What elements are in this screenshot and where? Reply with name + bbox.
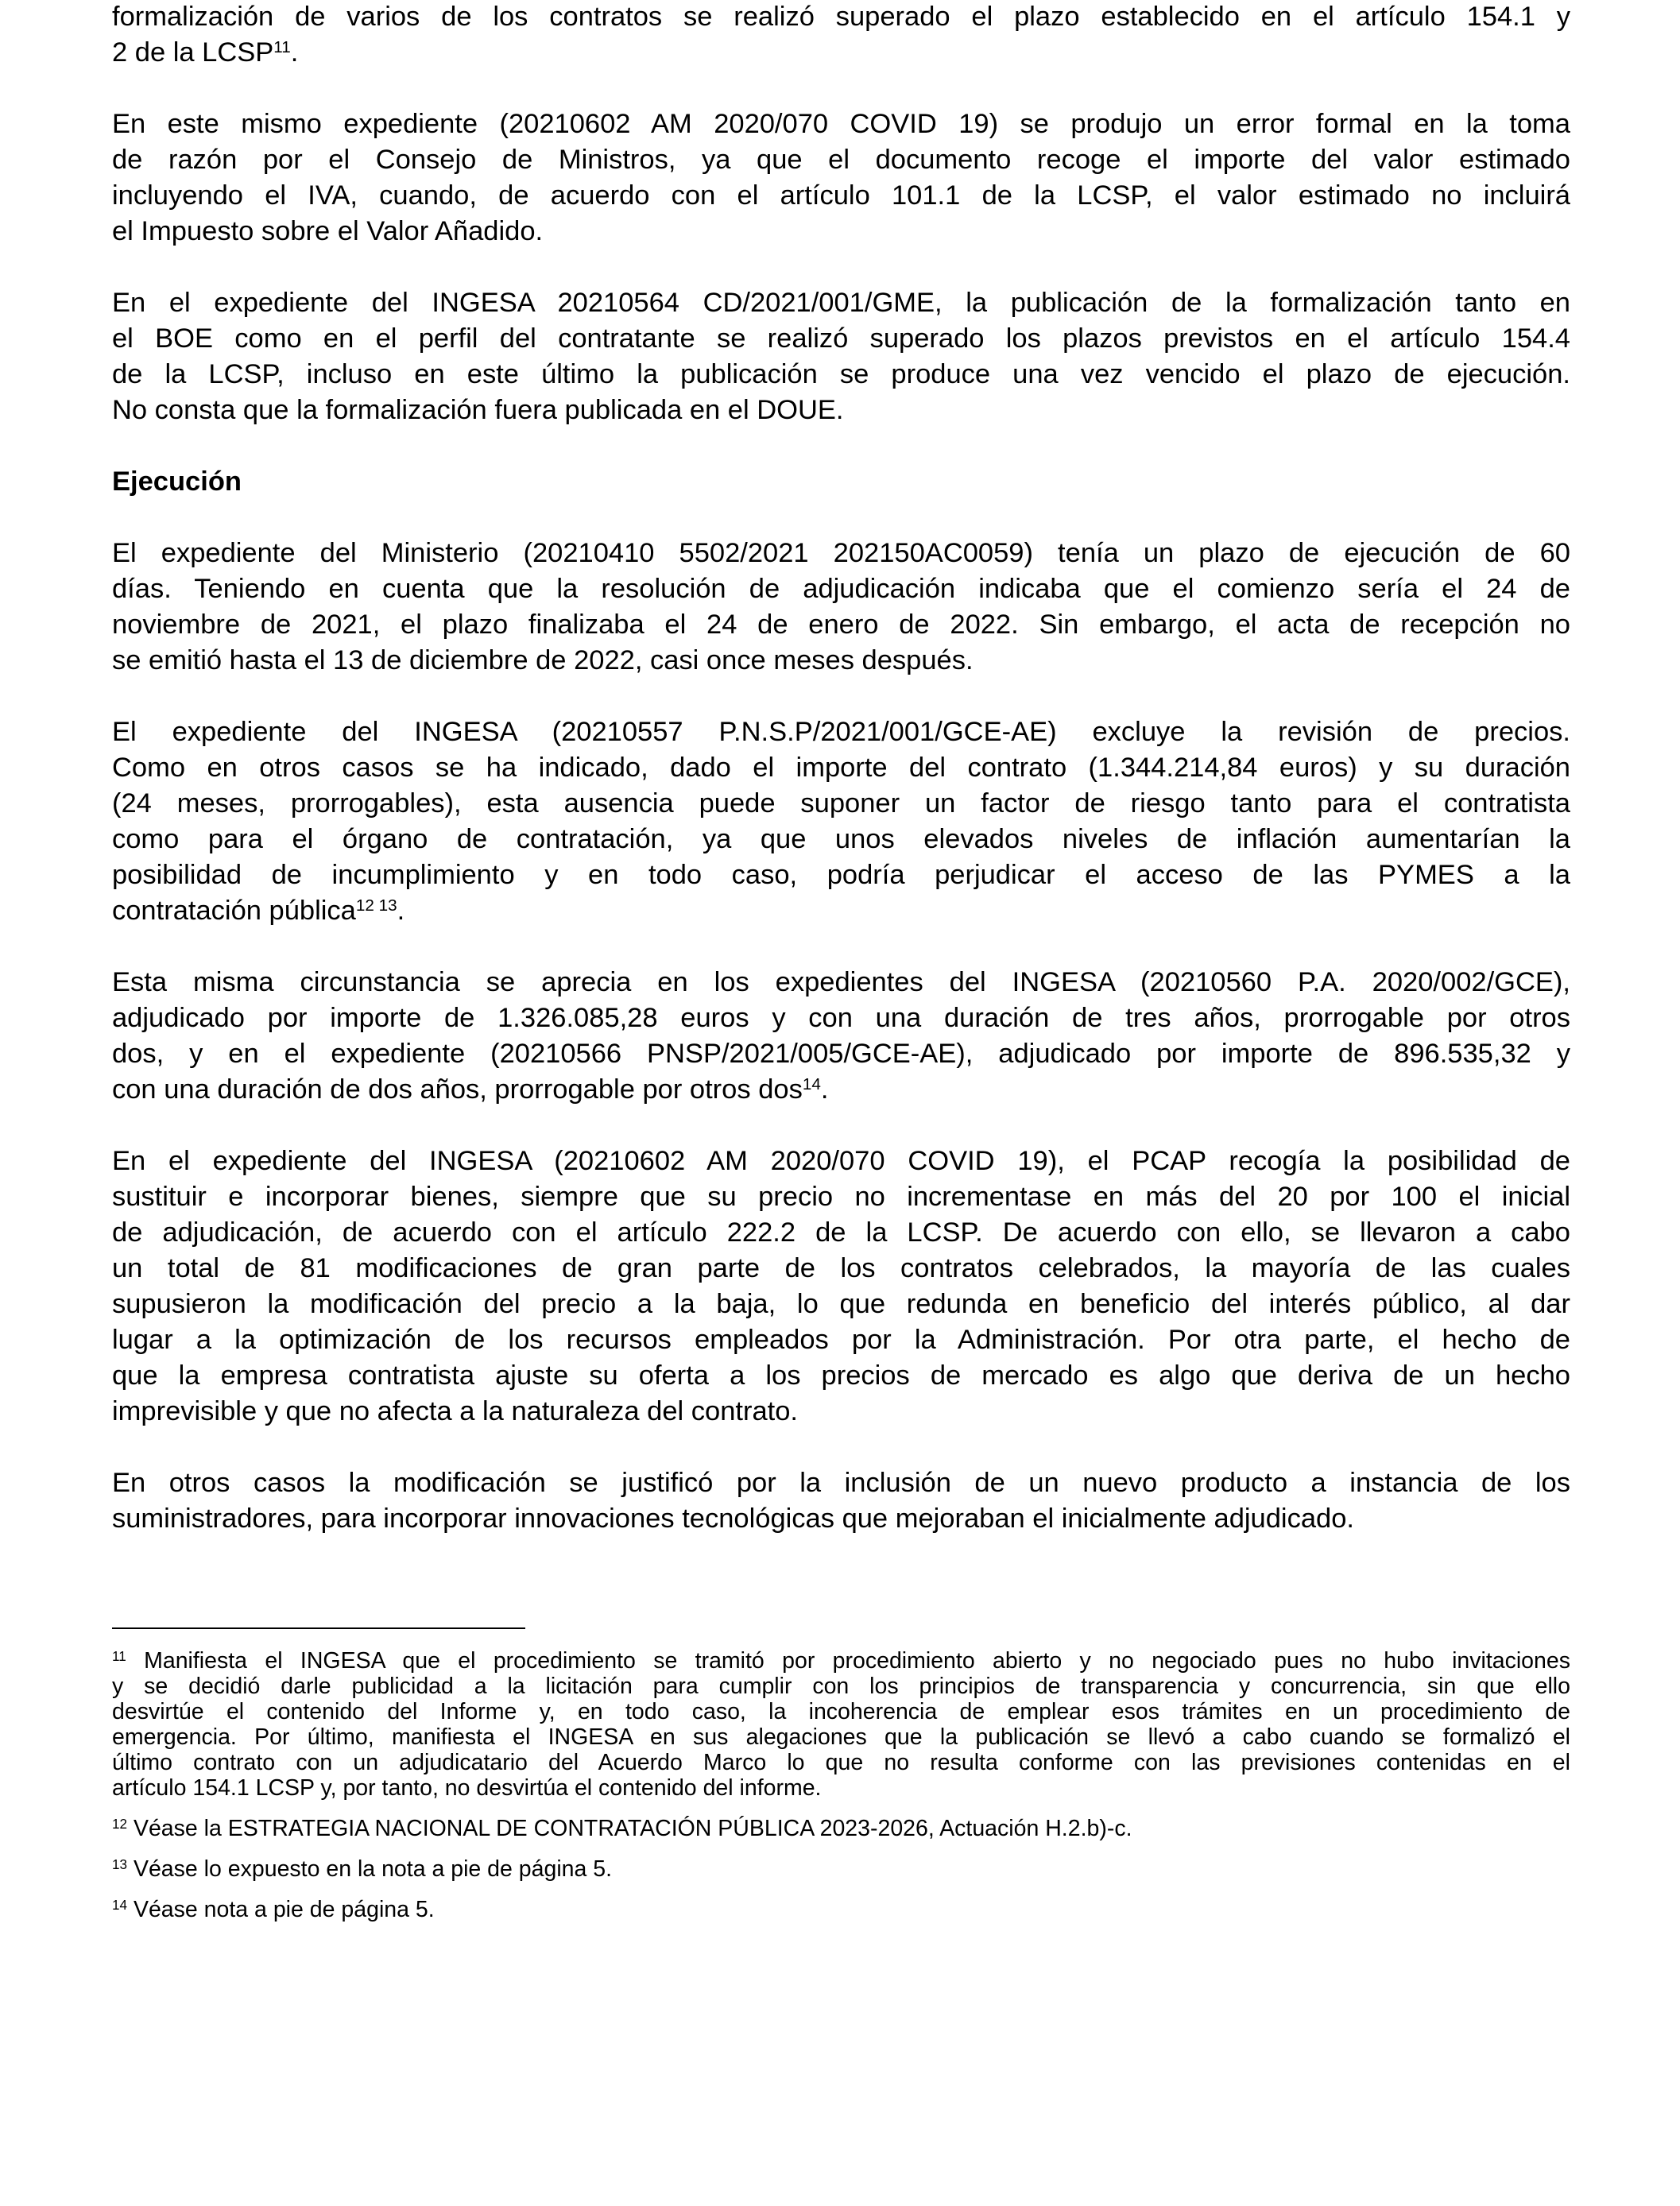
line-text: Véase lo expuesto en la nota a pie de página 5.: [133, 1856, 613, 1882]
text-line: [112, 357, 1570, 393]
line-text: Véase nota a pie de página 5.: [133, 1897, 435, 1922]
text-line: [112, 965, 1570, 1000]
text-line: [112, 1897, 1570, 1922]
paragraph: [112, 1144, 1570, 1430]
line-text: de la LCSP, incluso en este último la publicación se produce una vez vencido el plazo de ejecución.: [112, 359, 1570, 389]
line-text: En el expediente del INGESA 20210564 CD/2021/001/GME, la publicación de la formalización tanto en: [112, 288, 1570, 318]
footnote-reference: 11: [273, 37, 291, 56]
text-line: [112, 1000, 1570, 1036]
footnote-number: 12: [112, 1816, 128, 1832]
text-line: [112, 35, 1570, 71]
text-line: [112, 1856, 1570, 1882]
paragraph: [112, 0, 1570, 71]
paragraph: [112, 285, 1570, 428]
text-line: [112, 1322, 1570, 1358]
text-line: [112, 1750, 1570, 1775]
text-line: [112, 106, 1570, 142]
text-line: [112, 893, 1570, 929]
text-line: [112, 1724, 1570, 1750]
text-line: [112, 643, 1570, 679]
document-body: [112, 0, 1570, 1573]
line-text: días. Teniendo en cuenta que la resolución de adjudicación indicaba que el comienzo sería el 24 de: [112, 574, 1570, 604]
footnote-number: 13: [112, 1856, 128, 1872]
line-text: posibilidad de incumplimiento y en todo caso, podría perjudicar el acceso de las PYMES a la: [112, 860, 1570, 890]
text-line: [112, 1179, 1570, 1215]
line-text: desvirtúe el contenido del Informe y, en todo caso, la incoherencia de emplear esos trámites en un procedimiento de: [112, 1699, 1570, 1724]
line-text: Como en otros casos se ha indicado, dado el importe del contrato (1.344.214,84 euros) y su duración: [112, 753, 1570, 783]
text-line: [112, 536, 1570, 571]
line-text: incluyendo el IVA, cuando, de acuerdo con el artículo 101.1 de la LCSP, el valor estimado no incluirá: [112, 180, 1570, 211]
paragraph: [112, 536, 1570, 679]
footnote: [112, 1648, 1570, 1801]
footnote-reference: 12 13: [355, 896, 397, 915]
text-line: [112, 1287, 1570, 1322]
line-text: sustituir e incorporar bienes, siempre que su precio no incrementase en más del 20 por 100 el inicial: [112, 1182, 1570, 1212]
line-text: En otros casos la modificación se justificó por la inclusión de un nuevo producto a instancia de los: [112, 1468, 1570, 1498]
line-text-end: .: [820, 1074, 829, 1105]
line-text: y se decidió darle publicidad a la licitación para cumplir con los principios de transparencia y concurrencia, sin que ello: [112, 1674, 1570, 1699]
line-text: No consta que la formalización fuera publicada en el DOUE.: [112, 395, 844, 425]
line-text: adjudicado por importe de 1.326.085,28 euros y con una duración de tres años, prorrogable por otros: [112, 1003, 1570, 1033]
line-text: El expediente del INGESA (20210557 P.N.S.P/2021/001/GCE-AE) excluye la revisión de precios.: [112, 717, 1570, 747]
line-text: formalización de varios de los contratos se realizó superado el plazo establecido en el artículo 154.1 y: [112, 2, 1570, 32]
line-text-end: .: [290, 37, 299, 68]
paragraph: [112, 1465, 1570, 1537]
line-text: (24 meses, prorrogables), esta ausencia puede suponer un factor de riesgo tanto para el contratista: [112, 788, 1570, 819]
text-line: [112, 750, 1570, 786]
text-line: [112, 571, 1570, 607]
section-heading: Ejecución: [112, 466, 242, 497]
text-line: [112, 1648, 1570, 1674]
line-text: Manifiesta el INGESA que el procedimiento se tramitó por procedimiento abierto y no negociado pues no hubo invitaciones: [144, 1648, 1570, 1674]
line-text: artículo 154.1 LCSP y, por tanto, no desvirtúa el contenido del informe.: [112, 1775, 822, 1801]
line-text: emergencia. Por último, manifiesta el INGESA en sus alegaciones que la publicación se llevó a cabo cuando se formalizó el: [112, 1724, 1570, 1750]
line-text: En este mismo expediente (20210602 AM 2020/070 COVID 19) se produjo un error formal en la toma: [112, 109, 1570, 139]
text-line: [112, 142, 1570, 178]
text-line: [112, 393, 1570, 428]
text-line: [112, 1674, 1570, 1699]
line-text: suministradores, para incorporar innovaciones tecnológicas que mejoraban el inicialmente adjudicado.: [112, 1504, 1354, 1534]
text-line: [112, 786, 1570, 822]
text-line: [112, 822, 1570, 857]
line-text: El expediente del Ministerio (20210410 5502/2021 202150AC0059) tenía un plazo de ejecución de 60: [112, 538, 1570, 568]
line-text: Esta misma circunstancia se aprecia en los expedientes del INGESA (20210560 P.A. 2020/002/GCE),: [112, 967, 1570, 997]
text-line: [112, 214, 1570, 250]
line-text: En el expediente del INGESA (20210602 AM 2020/070 COVID 19), el PCAP recogía la posibilidad de: [112, 1146, 1570, 1176]
text-line: [112, 1501, 1570, 1537]
line-text: con una duración de dos años, prorrogable por otros dos: [112, 1074, 803, 1105]
footnote: [112, 1816, 1570, 1841]
footnotes: [112, 1648, 1570, 1937]
paragraph: [112, 106, 1570, 250]
footnote-number: 11: [112, 1648, 126, 1664]
line-text: dos, y en el expediente (20210566 PNSP/2021/005/GCE-AE), adjudicado por importe de 896.535,32 y: [112, 1039, 1570, 1069]
footnote: [112, 1897, 1570, 1922]
line-text: contratación pública: [112, 896, 356, 926]
footnote-separator: [112, 1627, 525, 1629]
line-text-end: .: [397, 896, 405, 926]
footnote: [112, 1856, 1570, 1882]
line-text: 2 de la LCSP: [112, 37, 274, 68]
line-text: de adjudicación, de acuerdo con el artículo 222.2 de la LCSP. De acuerdo con ello, se llevaron a cabo: [112, 1217, 1570, 1248]
text-line: [112, 0, 1570, 35]
text-line: [112, 714, 1570, 750]
text-line: [112, 1775, 1570, 1801]
text-line: [112, 1144, 1570, 1179]
text-line: [112, 1394, 1570, 1430]
line-text: el BOE como en el perfil del contratante se realizó superado los plazos previstos en el artículo 154.4: [112, 323, 1570, 354]
line-text: noviembre de 2021, el plazo finalizaba el 24 de enero de 2022. Sin embargo, el acta de recepción no: [112, 610, 1570, 640]
text-line: [112, 1358, 1570, 1394]
text-line: [112, 1699, 1570, 1724]
text-line: [112, 607, 1570, 643]
line-text: de razón por el Consejo de Ministros, ya que el documento recoge el importe del valor estimado: [112, 145, 1570, 175]
text-line: [112, 321, 1570, 357]
text-line: [112, 1036, 1570, 1072]
text-line: [112, 1072, 1570, 1108]
line-text: imprevisible y que no afecta a la naturaleza del contrato.: [112, 1396, 799, 1426]
text-line: [112, 1251, 1570, 1287]
text-line: [112, 285, 1570, 321]
text-line: [112, 1465, 1570, 1501]
line-text: como para el órgano de contratación, ya que unos elevados niveles de inflación aumentarían la: [112, 824, 1570, 854]
text-line: [112, 1215, 1570, 1251]
footnote-number: 14: [112, 1897, 128, 1913]
paragraph: [112, 965, 1570, 1108]
line-text: último contrato con un adjudicatario del Acuerdo Marco lo que no resulta conforme con las previsiones contenidas en el: [112, 1750, 1570, 1775]
text-line: [112, 857, 1570, 893]
line-text: se emitió hasta el 13 de diciembre de 2022, casi once meses después.: [112, 645, 974, 675]
text-line: [112, 1816, 1570, 1841]
line-text: un total de 81 modificaciones de gran parte de los contratos celebrados, la mayoría de las cuales: [112, 1253, 1570, 1283]
line-text: el Impuesto sobre el Valor Añadido.: [112, 216, 544, 246]
line-text: lugar a la optimización de los recursos empleados por la Administración. Por otra parte, el hecho de: [112, 1325, 1570, 1355]
footnote-reference: 14: [802, 1074, 821, 1093]
line-text: supusieron la modificación del precio a la baja, lo que redunda en beneficio del interés público, al dar: [112, 1289, 1570, 1319]
text-line: [112, 178, 1570, 214]
paragraph: [112, 714, 1570, 929]
line-text: que la empresa contratista ajuste su oferta a los precios de mercado es algo que deriva de un hecho: [112, 1360, 1570, 1391]
line-text: Véase la ESTRATEGIA NACIONAL DE CONTRATACIÓN PÚBLICA 2023-2026, Actuación H.2.b)-c.: [133, 1816, 1132, 1841]
